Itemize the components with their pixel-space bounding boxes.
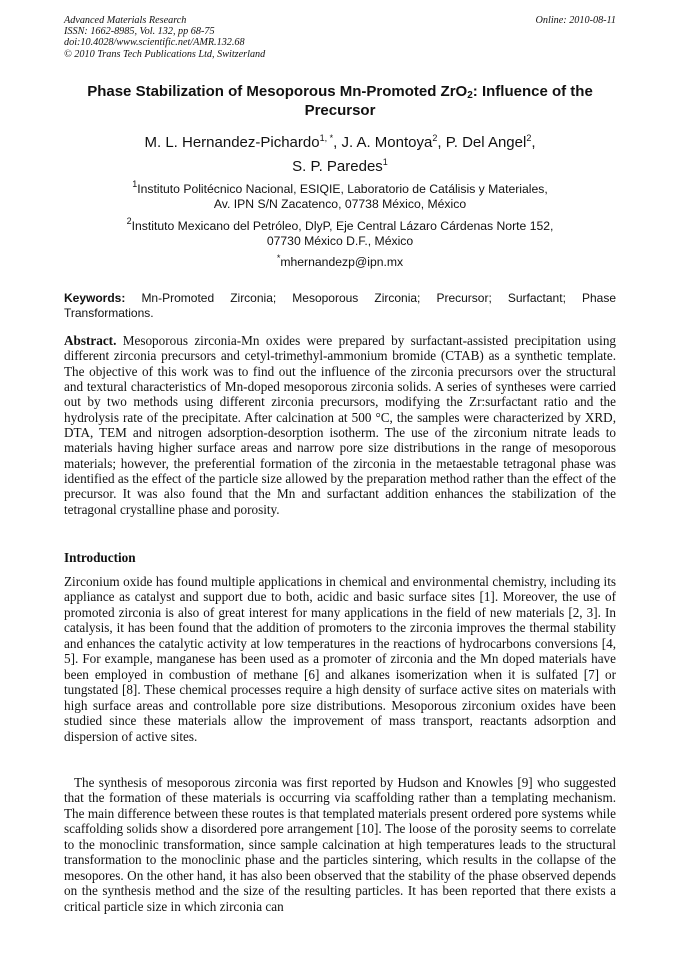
- author-affiliation-mark: 2: [432, 133, 438, 143]
- author-separator: ,: [437, 134, 446, 151]
- corresponding-email: [64, 254, 616, 270]
- affiliation-line: Instituto Politécnico Nacional, ESIQIE, Laboratorio de Catálisis y Materiales,: [137, 182, 548, 196]
- journal-name: Advanced Materials Research: [64, 15, 187, 26]
- intro-paragraph-2: The synthesis of mesoporous zirconia was first reported by Hudson and Knowles [9] who suggested that the formation of these materials is occurring via scaffolding rather than a templating mechanism. The main difference between these routes is that templated materials present ordered pore systems while scaffolding solids show a disordered pore arrangement [10]. The loose of the porosity seems to correlate to the monoclinic transformation, since sample calcination at high temperatures leads to the structural transformation to the monoclinic phase and the particles sintering, which results in the collapse of the mesopores. On the other hand, it has also been observed that the stability of the phase observed depends on the synthesis method and the size of the resulting particles. It has been reported that there exists a critical particle size in which zirconia can: [64, 775, 616, 914]
- online-date: Online: 2010-08-11: [535, 15, 616, 26]
- title-subscript: 2: [467, 90, 473, 101]
- corresponding-mark: *: [276, 253, 281, 263]
- section-heading-introduction: Introduction: [64, 550, 136, 565]
- intro-paragraph-1: Zirconium oxide has found multiple applications in chemical and environmental chemistry, including its appliance as catalyst and support due to both, acidic and basic surface sites [1]. Moreover, the use of promoted zirconia is also of great interest for many applications in the field of new materials [2, 3]. In catalysis, it has been found that the addition of promoters to the zirconia improves the thermal stability and enhances the catalytic activity at low temperatures in the reactions of hydrocarbons conversions [4, 5]. For example, manganese has been used as a promoter of zirconia and the Mn doped materials have been employed in combustion of methane [6] and alkanes isomerization when it is sulfated [7] or tungstated [8]. These chemical processes require a high density of surface active sites on materials with high surface areas and controllable pore size distributions. Mesoporous zirconium oxides have been studied since these materials allow the improvement of mass transport, reactants adsorption and dispersion of active sites.: [64, 574, 616, 744]
- affiliation-mark: 1: [132, 179, 138, 189]
- keywords: [64, 291, 616, 322]
- journal-header: [64, 15, 616, 60]
- title-part-1: Phase Stabilization of Mesoporous Mn-Promoted ZrO: [87, 83, 468, 100]
- author-separator: ,: [531, 134, 536, 151]
- affiliation-mark: 2: [126, 216, 132, 226]
- author-affiliation-mark: 2: [526, 133, 532, 143]
- journal-issn: ISSN: 1662-8985, Vol. 132, pp 68-75: [64, 26, 215, 38]
- author-name: M. L. Hernandez-Pichardo: [144, 134, 320, 151]
- abstract-label: Abstract.: [64, 333, 117, 348]
- keywords-label: Keywords:: [64, 291, 126, 305]
- author-list: [64, 131, 616, 179]
- abstract: [64, 333, 616, 517]
- email-address: mhernandezp@ipn.mx: [280, 255, 404, 269]
- paper-title: [64, 82, 616, 120]
- author-name: J. A. Montoya: [341, 134, 433, 151]
- author-affiliation-mark: 1: [382, 157, 388, 167]
- affiliation-line: Instituto Mexicano del Petróleo, DlyP, Eje Central Lázaro Cárdenas Norte 152,: [131, 219, 554, 233]
- affiliation-line: Av. IPN S/N Zacatenco, 07738 México, México: [213, 197, 467, 212]
- author-separator: ,: [333, 134, 342, 151]
- keywords-text: Mn-Promoted Zirconia; Mesoporous Zirconia; Precursor; Surfactant; Phase Transformations.: [64, 291, 616, 321]
- author-name: P. Del Angel: [445, 134, 527, 151]
- affiliation-line: 07730 México D.F., México: [266, 234, 414, 249]
- author-affiliation-mark: 1, *: [319, 133, 334, 143]
- title-part-2: : Influence of the Precursor: [304, 83, 593, 119]
- affiliation-2: [64, 216, 616, 250]
- journal-copyright: © 2010 Trans Tech Publications Ltd, Switzerland: [64, 48, 266, 60]
- affiliation-1: [64, 179, 616, 213]
- author-name: S. P. Paredes: [292, 158, 383, 175]
- abstract-text: Mesoporous zirconia-Mn oxides were prepared by surfactant-assisted precipitation using different zirconia precursors and cetyl-trimethyl-ammonium bromide (CTAB) as a synthetic template. The objective of this work was to find out the influence of the zirconia precursors over the structural and textural characteristics of Mn-doped mesoporous zirconia solids. A series of syntheses were carried out by two methods using different zirconia precursors, modifying the Zr:surfactant ratio and the hydrolysis rate of the precipitate. After calcination at 500 °C, the samples were characterized by XRD, DTA, TEM and nitrogen adsorption-desorption isotherm. The use of the zirconium nitrate leads to materials having higher surface areas and narrow pore size distributions in the range of mesoporous materials; however, the preferential formation of the zirconia in the metaestable tetragonal phase was identified as the effect of the particle size allowed by the preparation method rather than the effect of the precursor. It was also found that the Mn and surfactant addition enhances the stabilization of the tetragonal crystalline phase and porosity.: [64, 333, 617, 517]
- journal-doi: doi:10.4028/www.scientific.net/AMR.132.68: [64, 37, 245, 49]
